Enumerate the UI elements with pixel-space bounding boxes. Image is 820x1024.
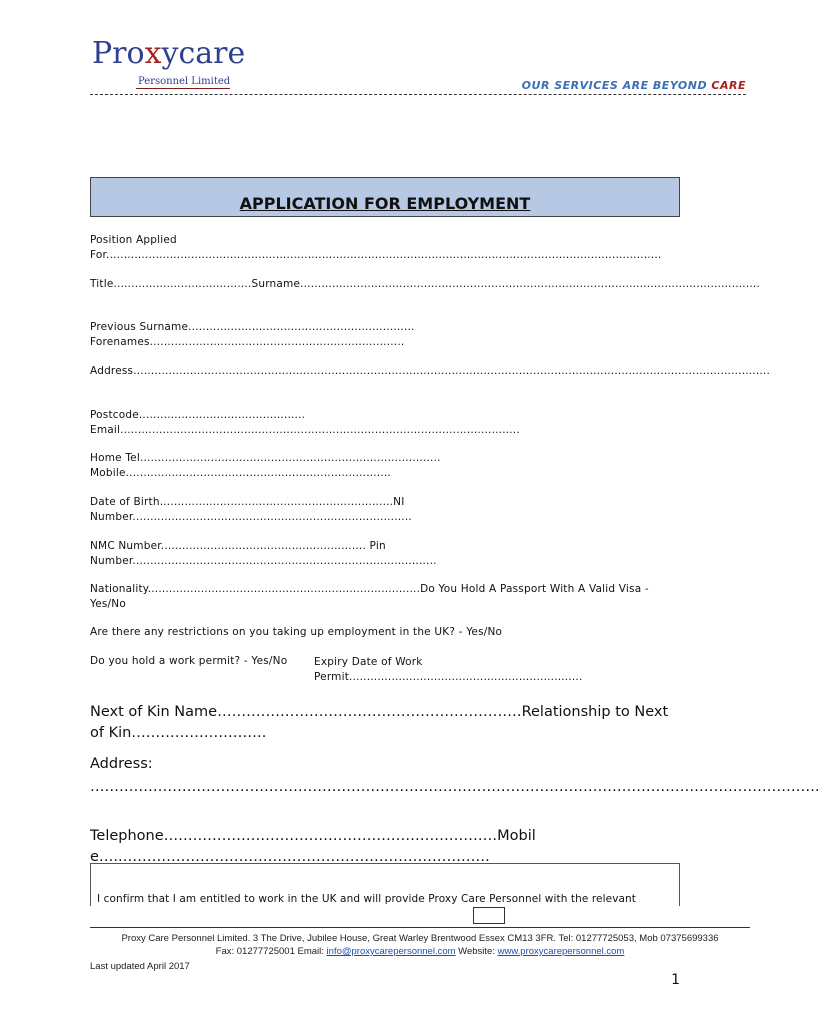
footer-address: Proxy Care Personnel Limited. 3 The Drive, Jubilee House, Great Warley Brentwood Essex CM13 3FR. Tel: 01277725053, Mob 07375699336 — [121, 933, 719, 944]
nok-address-field[interactable]: ……………………………………………………………………………………………………………………………………. — [90, 779, 820, 795]
email-field[interactable]: Email................................................................................................................. — [90, 424, 520, 436]
next-of-kin-field[interactable]: Next of Kin Name………………………………………………………Relationship to Next of Kin………………………. — [90, 704, 669, 741]
logo-underline — [136, 88, 230, 89]
logo-x-mark: x — [144, 36, 162, 71]
footer-email-link[interactable]: info@proxycarepersonnel.com — [326, 946, 456, 957]
dob-ni-field[interactable]: Date of Birth..................................................................NI Number............................................................................... — [90, 496, 412, 523]
footer-website-label: Website: — [455, 946, 498, 957]
mobile-field[interactable]: Mobile........................................................................... — [90, 467, 391, 479]
confirmation-checkbox[interactable] — [473, 907, 505, 924]
work-permit-question[interactable]: Do you hold a work permit? - Yes/No — [90, 655, 288, 667]
company-logo — [92, 36, 245, 71]
previous-surname-field[interactable]: Previous Surname................................................................ — [90, 321, 415, 333]
title-surname-field[interactable]: Title.......................................Surname.................................................................................................................................. — [90, 278, 760, 290]
header-dashed-rule — [90, 94, 746, 95]
position-applied-field[interactable]: Position Applied For............................................................................................................................................................. — [90, 234, 662, 261]
logo-subtitle: Personnel Limited — [138, 76, 231, 87]
footer-rule — [90, 927, 750, 928]
nmc-pin-field[interactable]: NMC Number.......................................................... Pin Number...................................................................................... — [90, 540, 437, 567]
address-field[interactable]: Address.................................................................................................................................................................................... — [90, 365, 770, 377]
nok-telephone-mobile-field[interactable]: Telephone……………………………………………………………Mobile…..…………………………………………………………………. — [90, 828, 536, 865]
footer-website-link[interactable]: www.proxycarepersonnel.com — [497, 946, 625, 957]
footer-contact — [90, 946, 750, 957]
logo-text-part2: ycare — [161, 36, 246, 71]
forenames-field[interactable]: Forenames........................................................................ — [90, 336, 405, 348]
nationality-passport-field[interactable]: Nationality.............................................................................Do You Hold A Passport With A Valid Visa - Yes/No — [90, 583, 649, 610]
postcode-field[interactable]: Postcode............................................... — [90, 409, 306, 421]
footer-fax-email-label: Fax: 01277725001 Email: — [215, 946, 327, 957]
tagline-accent: CARE — [711, 79, 746, 92]
home-tel-field[interactable]: Home Tel..................................................................................... — [90, 452, 441, 464]
last-updated: Last updated April 2017 — [90, 961, 190, 972]
tagline-main: OUR SERVICES ARE BEYOND — [521, 79, 712, 92]
confirmation-text: I confirm that I am entitled to work in the UK and will provide Proxy Care Personnel with the relevant — [97, 893, 637, 905]
restrictions-question[interactable]: Are there any restrictions on you taking up employment in the UK? - Yes/No — [90, 626, 503, 638]
logo-text-part1: Pro — [92, 36, 145, 71]
nok-address-label: Address: — [90, 756, 153, 772]
company-tagline — [522, 79, 746, 92]
page-number: 1 — [671, 972, 680, 988]
expiry-date-field[interactable]: Expiry Date of Work Permit.................................................................. — [314, 656, 583, 683]
form-title: APPLICATION FOR EMPLOYMENT — [239, 194, 531, 213]
